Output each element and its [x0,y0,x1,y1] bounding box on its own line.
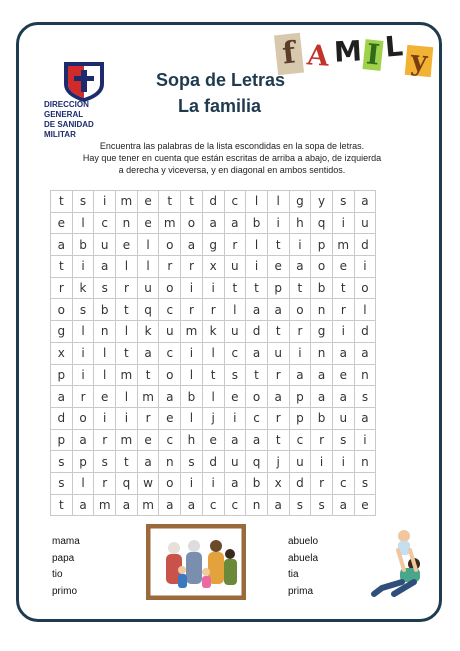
grid-cell: g [203,234,225,256]
grid-cell: e [138,191,160,213]
grid-cell: a [225,430,247,452]
grid-cell: g [51,321,73,343]
parent-child-illustration [370,528,432,598]
grid-cell: g [311,321,333,343]
grid-cell: k [203,321,225,343]
grid-cell: n [116,213,138,235]
grid-cell: x [51,343,73,365]
grid-cell: u [355,213,377,235]
grid-cell: p [268,278,290,300]
grid-cell: t [246,278,268,300]
grid-cell: t [51,256,73,278]
family-portrait-illustration [146,524,246,600]
grid-cell: t [268,430,290,452]
grid-cell: a [73,430,95,452]
grid-cell: o [51,299,73,321]
grid-cell: i [181,473,203,495]
grid-cell: a [225,473,247,495]
grid-cell: r [138,408,160,430]
grid-cell: e [159,408,181,430]
grid-cell: p [290,386,312,408]
grid-cell: i [203,473,225,495]
grid-cell: s [94,278,116,300]
grid-cell: n [311,299,333,321]
grid-cell: a [159,495,181,517]
grid-cell: d [246,321,268,343]
banner-letter: y [405,45,434,77]
grid-cell: i [290,234,312,256]
grid-cell: c [225,495,247,517]
grid-cell: b [73,234,95,256]
grid-cell: i [268,213,290,235]
grid-cell: b [246,473,268,495]
grid-cell: i [290,343,312,365]
grid-cell: i [333,321,355,343]
grid-cell: l [73,213,95,235]
grid-cell: h [181,430,203,452]
grid-cell: o [311,256,333,278]
grid-cell: t [116,299,138,321]
grid-cell: i [94,408,116,430]
grid-cell: q [246,451,268,473]
grid-cell: t [268,234,290,256]
grid-cell: r [159,256,181,278]
grid-cell: p [311,234,333,256]
grid-cell: t [333,278,355,300]
grid-cell: r [311,473,333,495]
grid-cell: o [159,473,181,495]
grid-cell: u [94,234,116,256]
grid-cell: a [268,495,290,517]
grid-cell: g [290,191,312,213]
grid-cell: a [290,365,312,387]
grid-cell: s [333,430,355,452]
grid-cell: l [94,343,116,365]
banner-letter: L [383,29,405,64]
grid-cell: i [333,213,355,235]
grid-cell: s [290,495,312,517]
grid-cell: m [181,321,203,343]
grid-cell: b [181,386,203,408]
grid-cell: p [290,408,312,430]
grid-cell: r [181,256,203,278]
grid-cell: i [355,430,377,452]
grid-cell: t [116,343,138,365]
grid-cell: r [225,234,247,256]
grid-cell: w [138,473,160,495]
grid-cell: o [73,408,95,430]
grid-cell: a [246,343,268,365]
grid-cell: o [159,234,181,256]
grid-cell: l [181,365,203,387]
grid-cell: l [246,191,268,213]
grid-cell: r [333,299,355,321]
grid-cell: s [181,451,203,473]
grid-cell: r [116,278,138,300]
grid-cell: e [138,213,160,235]
grid-cell: a [181,234,203,256]
grid-cell: m [94,495,116,517]
grid-cell: c [159,430,181,452]
grid-cell: a [290,256,312,278]
grid-cell: i [73,343,95,365]
instructions [52,140,412,176]
grid-cell: b [246,213,268,235]
grid-cell: n [159,451,181,473]
grid-cell: r [73,386,95,408]
grid-cell: t [181,191,203,213]
grid-cell: u [290,451,312,473]
grid-cell: i [181,278,203,300]
banner-letter: A [306,38,331,73]
grid-cell: r [268,408,290,430]
grid-cell: j [203,408,225,430]
grid-cell: o [246,386,268,408]
grid-cell: l [116,256,138,278]
grid-cell: o [181,213,203,235]
grid-cell: e [203,430,225,452]
grid-cell: i [73,365,95,387]
grid-cell: l [268,191,290,213]
grid-cell: e [333,365,355,387]
word-item: tio [52,569,63,580]
grid-cell: b [311,278,333,300]
grid-cell: e [333,256,355,278]
grid-cell: d [290,473,312,495]
grid-cell: l [355,299,377,321]
grid-cell: a [181,495,203,517]
grid-cell: d [355,234,377,256]
grid-cell: t [116,451,138,473]
grid-cell: o [159,365,181,387]
grid-cell: d [355,321,377,343]
grid-cell: u [138,278,160,300]
grid-cell: m [116,365,138,387]
grid-cell: s [225,365,247,387]
word-list-right [288,534,318,600]
grid-cell: t [246,365,268,387]
grid-cell: n [311,343,333,365]
word-item: mama [52,536,80,547]
grid-cell: c [159,299,181,321]
grid-cell: r [181,299,203,321]
grid-cell: n [94,321,116,343]
grid-cell: l [94,365,116,387]
grid-cell: a [138,343,160,365]
instructions-line: Hay que tener en cuenta que están escritas de arriba a abajo, de izquierda [82,153,382,163]
grid-cell: c [159,343,181,365]
grid-cell: s [73,191,95,213]
grid-cell: a [246,430,268,452]
grid-cell: l [203,386,225,408]
grid-cell: m [116,191,138,213]
grid-cell: a [355,343,377,365]
grid-cell: r [94,430,116,452]
grid-cell: n [246,495,268,517]
grid-cell: a [51,234,73,256]
grid-cell: e [225,386,247,408]
grid-cell: n [355,451,377,473]
logo-line-1: DIRECCIÓN GENERAL [44,100,89,119]
grid-cell: l [73,473,95,495]
grid-cell: b [311,408,333,430]
grid-cell: a [311,365,333,387]
grid-cell: m [138,386,160,408]
grid-cell: i [333,451,355,473]
word-item: papa [52,552,75,564]
grid-cell: a [268,299,290,321]
grid-cell: e [116,234,138,256]
grid-cell: a [94,256,116,278]
grid-cell: a [311,386,333,408]
grid-cell: s [355,473,377,495]
grid-cell: s [94,451,116,473]
grid-cell: l [138,234,160,256]
grid-cell: q [116,473,138,495]
grid-cell: x [268,473,290,495]
grid-cell: n [355,365,377,387]
grid-cell: m [138,495,160,517]
grid-cell: a [51,386,73,408]
grid-cell: a [333,386,355,408]
grid-cell: b [94,299,116,321]
grid-cell: s [73,299,95,321]
grid-cell: a [73,495,95,517]
grid-cell: r [311,430,333,452]
grid-cell: x [203,256,225,278]
word-item: primo [52,585,78,597]
grid-cell: u [225,321,247,343]
grid-cell: a [355,408,377,430]
grid-cell: d [203,451,225,473]
grid-cell: o [355,278,377,300]
grid-cell: e [268,256,290,278]
grid-cell: a [246,299,268,321]
word-item: abuelo [288,536,319,547]
grid-cell: s [51,451,73,473]
banner-letter: I [362,39,383,71]
grid-cell: i [246,256,268,278]
grid-cell: u [333,408,355,430]
page-subtitle: La familia [178,96,262,116]
grid-cell: s [311,495,333,517]
grid-cell: a [355,191,377,213]
grid-cell: u [159,321,181,343]
grid-cell: e [94,386,116,408]
banner-letter: M [333,34,363,69]
grid-cell: c [290,430,312,452]
grid-cell: c [333,473,355,495]
grid-cell: t [268,321,290,343]
grid-cell: l [116,321,138,343]
grid-cell: l [73,321,95,343]
grid-cell: i [73,256,95,278]
grid-cell: a [203,213,225,235]
grid-cell: e [355,495,377,517]
grid-cell: l [138,256,160,278]
page-title: Sopa de Letras [156,70,286,90]
grid-cell: s [355,386,377,408]
logo-line-2: DE SANIDAD MILITAR [44,120,94,139]
grid-cell: k [73,278,95,300]
grid-cell: l [225,299,247,321]
grid-cell: m [116,430,138,452]
grid-cell: i [94,191,116,213]
grid-cell: j [268,451,290,473]
grid-cell: l [246,234,268,256]
grid-cell: p [51,430,73,452]
word-item: tia [288,569,299,580]
grid-cell: c [246,408,268,430]
grid-cell: m [333,234,355,256]
grid-cell: e [138,430,160,452]
grid-cell: q [138,299,160,321]
grid-cell: t [159,191,181,213]
grid-cell: i [311,451,333,473]
grid-cell: u [225,451,247,473]
word-search-grid [50,190,376,516]
grid-cell: a [116,495,138,517]
grid-cell: t [138,365,160,387]
grid-cell: y [311,191,333,213]
grid-cell: c [203,495,225,517]
word-list-left [52,534,80,600]
grid-cell: k [138,321,160,343]
grid-cell: e [51,213,73,235]
grid-cell: p [51,365,73,387]
grid-cell: a [333,343,355,365]
grid-cell: r [268,365,290,387]
grid-cell: l [116,386,138,408]
grid-cell: i [203,278,225,300]
grid-cell: i [225,408,247,430]
grid-cell: d [203,191,225,213]
grid-cell: r [290,321,312,343]
word-item: abuela [288,552,319,564]
grid-cell: t [203,365,225,387]
grid-cell: a [159,386,181,408]
grid-cell: i [181,343,203,365]
grid-cell: s [333,191,355,213]
grid-cell: i [355,256,377,278]
grid-cell: t [225,278,247,300]
word-item: prima [288,585,314,597]
grid-cell: m [159,213,181,235]
grid-cell: u [225,256,247,278]
grid-cell: c [225,343,247,365]
grid-cell: t [51,495,73,517]
grid-cell: h [290,213,312,235]
grid-cell: a [333,495,355,517]
grid-cell: d [51,408,73,430]
grid-cell: r [94,473,116,495]
grid-cell: l [203,343,225,365]
grid-cell: a [138,451,160,473]
grid-cell: t [290,278,312,300]
family-banner [276,30,436,76]
grid-cell: u [268,343,290,365]
grid-cell: r [51,278,73,300]
instructions-line: Encuentra las palabras de la lista escondidas en la sopa de letras. [99,141,365,151]
grid-cell: s [51,473,73,495]
grid-cell: o [290,299,312,321]
grid-cell: o [159,278,181,300]
instructions-line: a derecha y viceversa, y en diagonal en ambos sentidos. [118,165,346,175]
grid-cell: c [225,191,247,213]
grid-cell: q [311,213,333,235]
grid-cell: c [94,213,116,235]
grid-cell: i [116,408,138,430]
logo-caption [44,100,124,140]
grid-cell: a [225,213,247,235]
banner-letter: f [274,33,304,75]
grid-cell: p [73,451,95,473]
grid-cell: l [181,408,203,430]
grid-cell: a [268,386,290,408]
grid-cell: t [51,191,73,213]
grid-cell: r [203,299,225,321]
